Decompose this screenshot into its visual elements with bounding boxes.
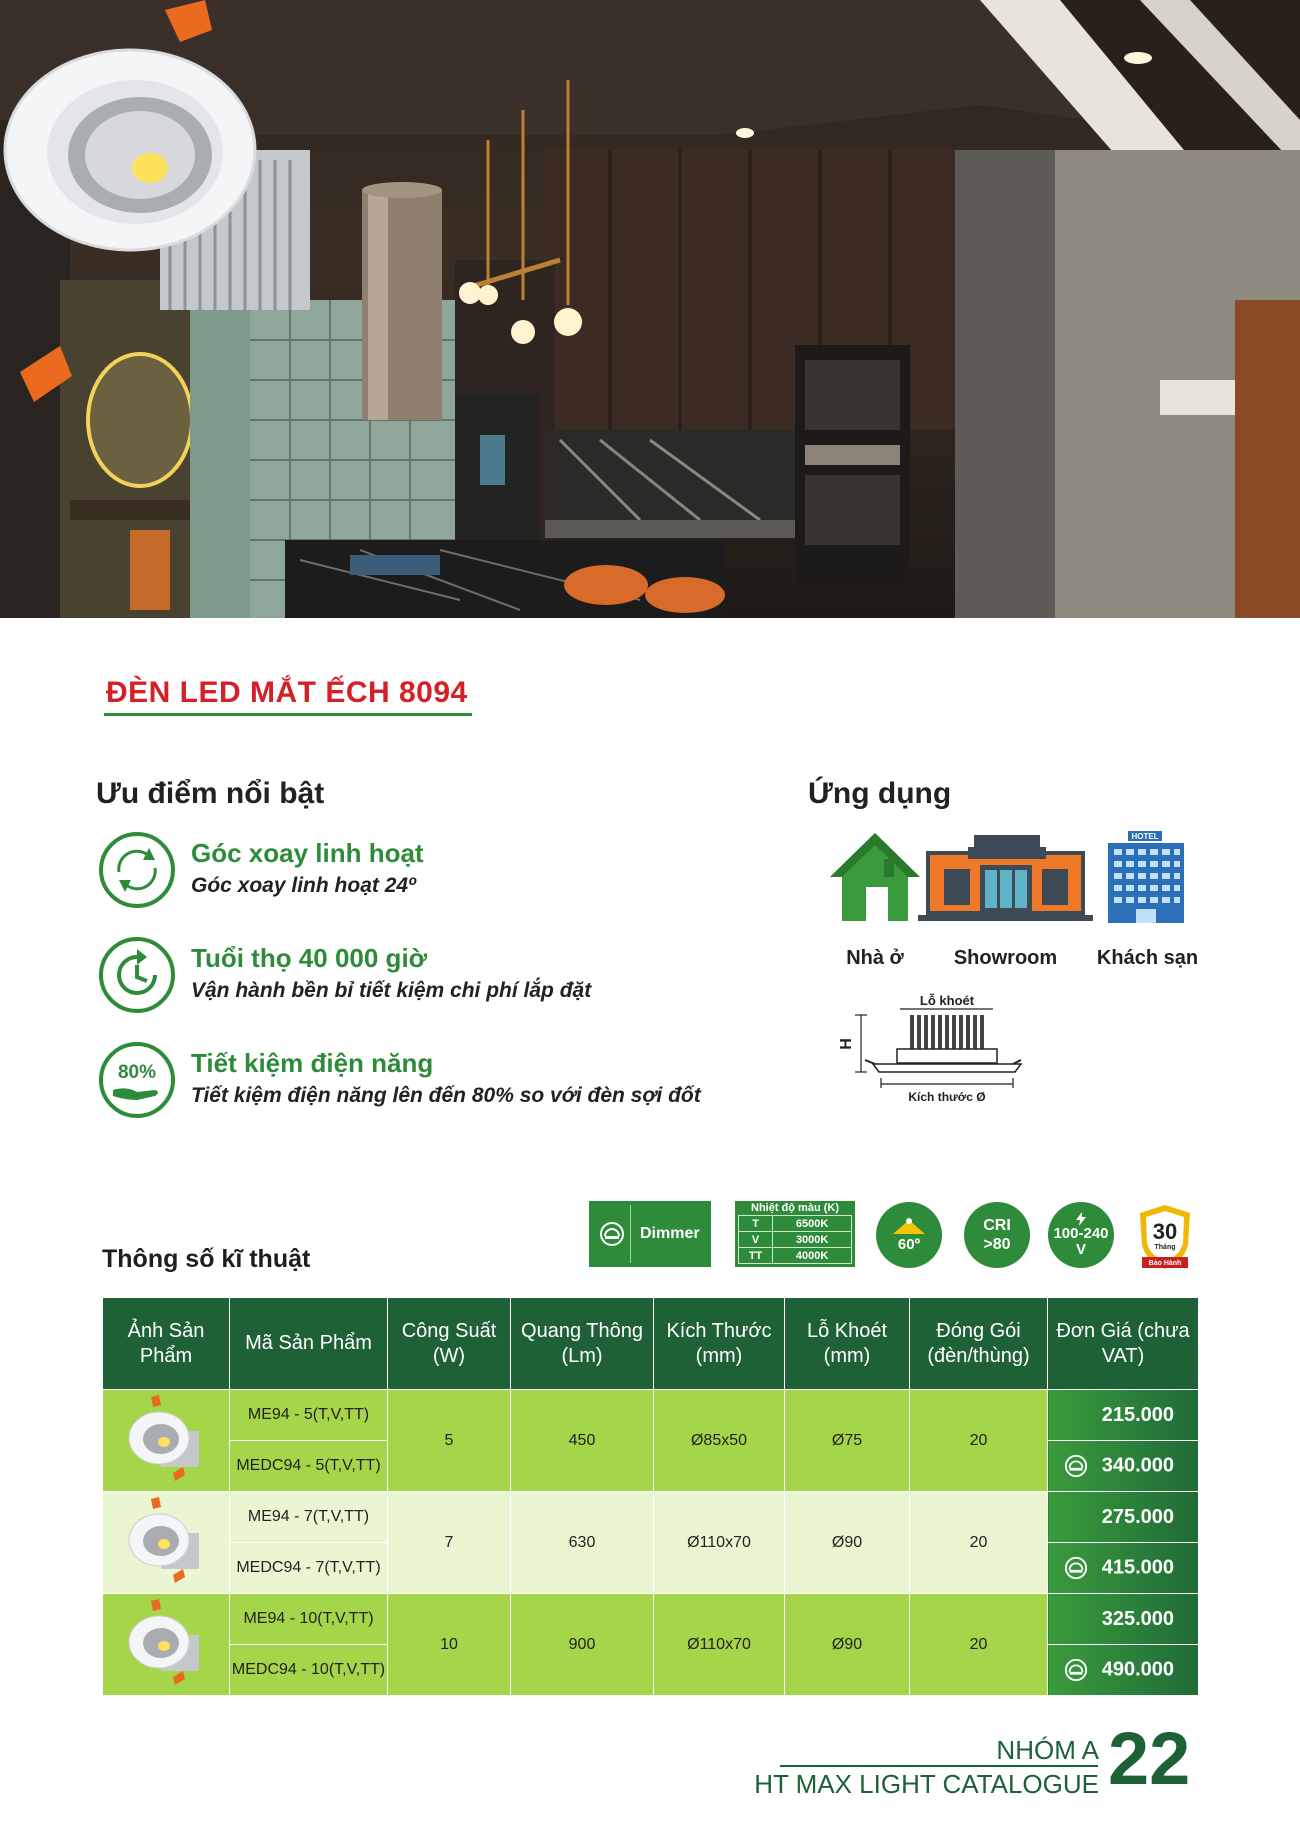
product-thumbnail (121, 1495, 211, 1585)
spec-table (102, 1297, 1199, 1696)
warranty-shield-icon (1136, 1203, 1194, 1273)
warranty-number: 30 (1152, 1219, 1178, 1244)
col-header-price: Đơn Giá (chưa VAT) (1048, 1298, 1199, 1390)
hotel-sign-text: HOTEL (1131, 832, 1159, 841)
voltage-badge (1048, 1202, 1114, 1268)
height-label: H (838, 1038, 855, 1050)
product-code: ME94 - 7(T,V,TT) (230, 1492, 388, 1543)
cutout-value: Ø75 (785, 1390, 910, 1492)
lumen-value: 630 (511, 1492, 654, 1594)
size-value: Ø110x70 (654, 1492, 785, 1594)
feature-item (97, 1040, 787, 1124)
cri-badge (964, 1202, 1030, 1268)
diameter-label: Kích thước Ø (908, 1090, 986, 1104)
temp-value: 3000K (773, 1232, 852, 1248)
energy-saving-percent: 80% (117, 1062, 157, 1083)
cri-label: CRI (983, 1217, 1011, 1234)
dimmer-icon (1064, 1658, 1088, 1682)
warranty-unit: Tháng (1154, 1244, 1176, 1251)
price-value: 275.000 (1048, 1492, 1199, 1543)
footer-divider (780, 1765, 1098, 1767)
temp-code: V (739, 1232, 773, 1248)
dimmer-badge (589, 1201, 711, 1267)
house-icon (820, 825, 930, 925)
pack-value: 20 (910, 1594, 1048, 1696)
feature-title: Tiết kiệm điện năng (191, 1048, 434, 1078)
features-heading: Ưu điểm nổi bật (96, 777, 325, 810)
applications-heading: Ứng dụng (808, 777, 952, 810)
application-label: Khách sạn (1096, 947, 1199, 969)
temp-code: T (739, 1216, 773, 1232)
price-dimmable-value: 490.000 (1101, 1658, 1174, 1681)
price-dimmable-cell (1048, 1645, 1199, 1696)
dimmer-icon (1064, 1556, 1088, 1580)
table-row (103, 1492, 1199, 1543)
feature-item (97, 830, 787, 914)
feature-title: Tuổi thọ 40 000 giờ (191, 943, 428, 973)
price-value: 215.000 (1048, 1390, 1199, 1441)
beam-angle-icon (889, 1218, 929, 1236)
table-row (103, 1390, 1199, 1441)
feature-description: Tiết kiệm điện năng lên đến 80% so với đèn sợi đốt (191, 1084, 701, 1107)
cutout-label: Lỗ khoét (919, 993, 975, 1008)
feature-description: Vận hành bền bỉ tiết kiệm chi phí lắp đặt (191, 979, 592, 1002)
col-header-cutout: Lỗ Khoét (mm) (785, 1298, 910, 1390)
cri-value: >80 (983, 1236, 1011, 1253)
rotate-icon (97, 830, 177, 910)
product-thumbnail-cell (103, 1492, 230, 1594)
temp-value: 4000K (773, 1248, 852, 1264)
col-header-image: Ảnh Sản Phẩm (103, 1298, 230, 1390)
product-code: ME94 - 5(T,V,TT) (230, 1390, 388, 1441)
application-label: Nhà ở (846, 947, 904, 969)
cutout-value: Ø90 (785, 1492, 910, 1594)
product-code: ME94 - 10(T,V,TT) (230, 1594, 388, 1645)
col-header-pack: Đóng Gói (đèn/thùng) (910, 1298, 1048, 1390)
application-hotel (1090, 825, 1205, 970)
application-showroom (918, 825, 1093, 970)
dimension-drawing (825, 990, 1030, 1110)
dimmer-label: Dimmer (640, 1225, 700, 1242)
feature-title: Góc xoay linh hoạt (191, 838, 424, 868)
lifetime-clock-icon (97, 935, 177, 1015)
dimmer-icon (1064, 1454, 1088, 1478)
spec-heading: Thông số kĩ thuật (102, 1245, 311, 1273)
voltage-range: 100-240 (1053, 1225, 1109, 1242)
price-dimmable-value: 340.000 (1101, 1454, 1174, 1477)
color-temperature-title: Nhiệt độ màu (K) (751, 1202, 839, 1214)
power-value: 5 (388, 1390, 511, 1492)
product-code-dimmable: MEDC94 - 7(T,V,TT) (230, 1543, 388, 1594)
col-header-code: Mã Sản Phẩm (230, 1298, 388, 1390)
warranty-badge (1136, 1203, 1194, 1273)
lumen-value: 450 (511, 1390, 654, 1492)
power-value: 10 (388, 1594, 511, 1696)
price-value: 325.000 (1048, 1594, 1199, 1645)
temp-code: TT (739, 1248, 773, 1264)
product-title: ĐÈN LED MẮT ẾCH 8094 (106, 676, 468, 709)
color-temperature-table (738, 1215, 852, 1264)
power-value: 7 (388, 1492, 511, 1594)
table-row (103, 1594, 1199, 1645)
title-underline (104, 713, 472, 716)
temp-value: 6500K (773, 1216, 852, 1232)
product-thumbnail-cell (103, 1594, 230, 1696)
col-header-lumen: Quang Thông (Lm) (511, 1298, 654, 1390)
hotel-icon (1090, 825, 1205, 925)
showroom-icon (918, 825, 1093, 925)
beam-angle-badge (876, 1202, 942, 1268)
footer-group-label: NHÓM A (996, 1735, 1099, 1765)
table-header-row (103, 1298, 1199, 1390)
feature-item (97, 935, 787, 1019)
price-dimmable-cell (1048, 1543, 1199, 1594)
hero-kitchen-photo (0, 0, 1300, 618)
product-code-dimmable: MEDC94 - 10(T,V,TT) (230, 1645, 388, 1696)
col-header-size: Kích Thước (mm) (654, 1298, 785, 1390)
product-code-dimmable: MEDC94 - 5(T,V,TT) (230, 1441, 388, 1492)
dimension-diagram (825, 990, 1030, 1110)
size-value: Ø85x50 (654, 1390, 785, 1492)
product-thumbnail (121, 1597, 211, 1687)
pack-value: 20 (910, 1492, 1048, 1594)
led-downlight-product-image (0, 0, 345, 460)
lightning-icon (1076, 1212, 1086, 1226)
footer-catalogue-label: HT MAX LIGHT CATALOGUE (754, 1769, 1099, 1799)
dimmer-icon (599, 1221, 625, 1247)
product-thumbnail (121, 1393, 211, 1483)
color-temperature-badge (735, 1201, 855, 1267)
size-value: Ø110x70 (654, 1594, 785, 1696)
beam-angle-value: 60º (897, 1235, 921, 1253)
application-label: Showroom (953, 947, 1058, 969)
lumen-value: 900 (511, 1594, 654, 1696)
voltage-unit: V (1075, 1241, 1086, 1258)
price-dimmable-value: 415.000 (1101, 1556, 1174, 1579)
cutout-value: Ø90 (785, 1594, 910, 1696)
feature-description: Góc xoay linh hoạt 24º (191, 874, 416, 897)
energy-saving-icon (97, 1040, 177, 1120)
page-number: 22 (1108, 1717, 1191, 1800)
col-header-power: Công Suất (W) (388, 1298, 511, 1390)
application-house (820, 825, 930, 970)
product-thumbnail-cell (103, 1390, 230, 1492)
price-dimmable-cell (1048, 1441, 1199, 1492)
warranty-label: Bảo Hành (1148, 1260, 1182, 1267)
pack-value: 20 (910, 1390, 1048, 1492)
